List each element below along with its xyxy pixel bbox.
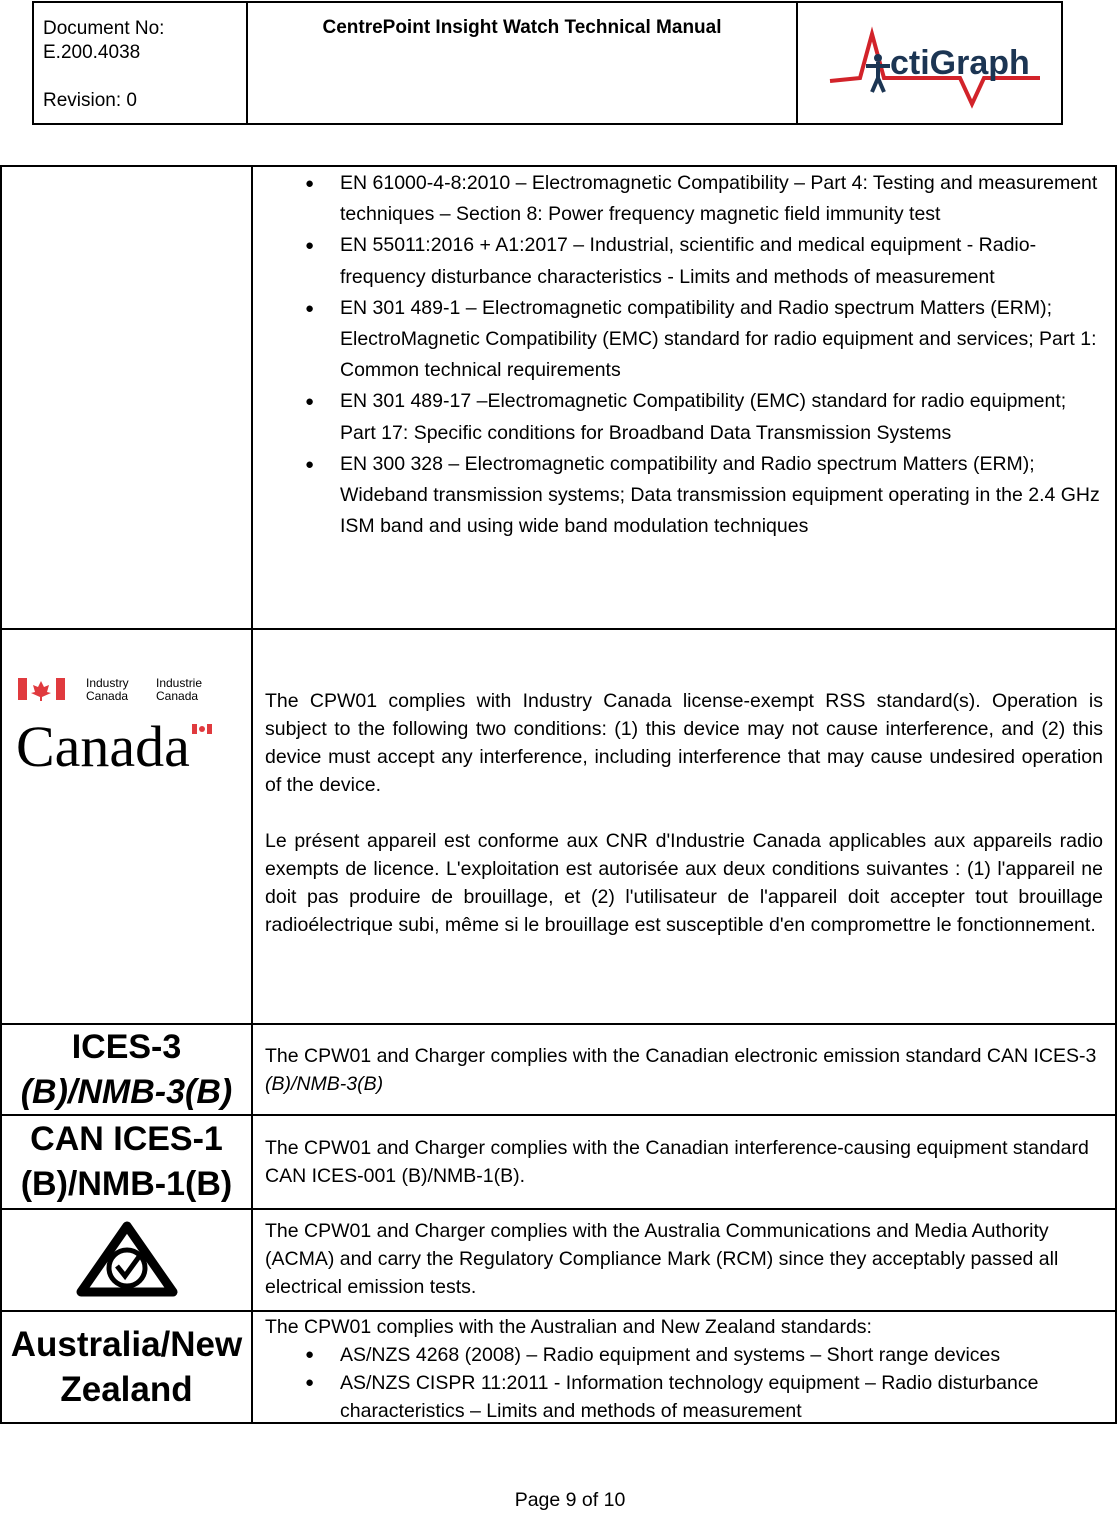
- actigraph-logo: [798, 3, 1061, 123]
- svg-text:Canada: Canada: [16, 714, 190, 774]
- svg-text:Canada: Canada: [86, 689, 129, 703]
- table-row: [2, 628, 1115, 1023]
- table-row: ICES-3 (B)/NMB-3(B) The CPW01 and Charger complies with the Canadian electronic emission standard CAN ICES-3 (B)/NMB-3(B): [2, 1023, 1115, 1114]
- aunz-label: Australia/New: [10, 1325, 243, 1364]
- document-header: [32, 1, 1063, 125]
- page-number: Page 9 of 10: [514, 1489, 626, 1511]
- rcm-mark-icon: [2, 1210, 253, 1310]
- svg-text:ctiGraph: ctiGraph: [889, 43, 1030, 82]
- svg-text:Industrie: Industrie: [156, 676, 203, 690]
- canada-english-statement: The CPW01 complies with Industry Canada license-exempt RSS standard(s). Operation is subject to the following two conditions: (1) this device may not cause interference, and (2) this device must accept any interference, including interference that may cause undesired operation of the device.: [265, 690, 1103, 796]
- table-row: [2, 1208, 1115, 1310]
- svg-text:Industry: Industry: [86, 676, 129, 690]
- aunz-standards-list: [265, 1341, 1103, 1425]
- aunz-intro: The CPW01 complies with the Australian and New Zealand standards:: [265, 1316, 872, 1338]
- document-info: [34, 3, 248, 123]
- table-row: CAN ICES-1 (B)/NMB-1(B) The CPW01 and Charger complies with the Canadian interference-causing equipment standard CAN ICES-001 (B)/NMB-1(B).: [2, 1114, 1115, 1208]
- ices3-statement: The CPW01 and Charger complies with the Canadian electronic emission standard CAN ICES-3: [265, 1045, 1097, 1067]
- list-item: ● EN 301 489-1 – Electromagnetic compatibility and Radio spectrum Matters (ERM); ElectroMagnetic Compatibility (EMC) standard for radio equipment and services; Part 1: Common technical requirements: [265, 293, 1103, 387]
- canada-french-statement: Le présent appareil est conforme aux CNR d'Industrie Canada applicables aux appareils radio exempts de licence. L'exploitation est autorisée aux deux conditions suivantes : (1) l'appareil ne doit pas produire de brouillage, et (2) l'utilisateur de l'appareil doit accepter tout brouillage radioélectrique subi, même si le brouillage est susceptible d'en compromettre le fonctionnement.: [265, 830, 1103, 936]
- list-item: ● AS/NZS 4268 (2008) – Radio equipment and systems – Short range devices: [265, 1341, 1103, 1369]
- table-row: [2, 167, 1115, 628]
- rcm-statement: The CPW01 and Charger complies with the Australia Communications and Media Authority (ACMA) and carry the Regulatory Compliance Mark (RCM) since they acceptably passed all electrical emission tests.: [265, 1220, 1059, 1298]
- list-item: ● EN 300 328 – Electromagnetic compatibility and Radio spectrum Matters (ERM); Wideband transmission systems; Data transmission equipment operating in the 2.4 GHz ISM band and using wide band modulation techniques: [265, 449, 1103, 543]
- ices1-statement: The CPW01 and Charger complies with the Canadian interference-causing equipment standard CAN ICES-001 (B)/NMB-1(B).: [265, 1137, 1089, 1187]
- document-title: CentrePoint Insight Watch Technical Manual: [248, 3, 798, 123]
- doc-no: E.200.4038: [43, 42, 141, 63]
- ices1-label: CAN ICES-1: [30, 1120, 223, 1158]
- compliance-table: [0, 165, 1117, 1424]
- ices3-label: ICES-3: [71, 1027, 182, 1066]
- eu-standards-list: [265, 168, 1103, 542]
- list-item: ● EN 301 489-17 –Electromagnetic Compatibility (EMC) standard for radio equipment; Part 17: Specific conditions for Broadband Data Transmission Systems: [265, 386, 1103, 448]
- doc-no-label: Document No:: [43, 18, 165, 39]
- table-row: Australia/New Zealand The CPW01 complies with the Australian and New Zealand standards: ● AS/NZS 4268 (2008) – Radio equipment and systems – Short range devices ● AS/NZS CISPR 11:2011 - Information technology equipment – Radio disturbance characteristics – Limits and methods of measurement: [2, 1310, 1115, 1422]
- list-item: ● EN 55011:2016 + A1:2017 – Industrial, scientific and medical equipment - Radio-frequency disturbance characteristics - Limits and methods of measurement: [265, 230, 1103, 292]
- revision: Revision: 0: [43, 90, 137, 111]
- industry-canada-logo: [2, 630, 253, 1023]
- list-item: ● EN 61000-4-8:2010 – Electromagnetic Compatibility – Part 4: Testing and measurement techniques – Section 8: Power frequency magnetic field immunity test: [265, 168, 1103, 230]
- list-item: ● AS/NZS CISPR 11:2011 - Information technology equipment – Radio disturbance characteristics – Limits and methods of measurement: [265, 1369, 1103, 1425]
- svg-text:Canada: Canada: [156, 689, 199, 703]
